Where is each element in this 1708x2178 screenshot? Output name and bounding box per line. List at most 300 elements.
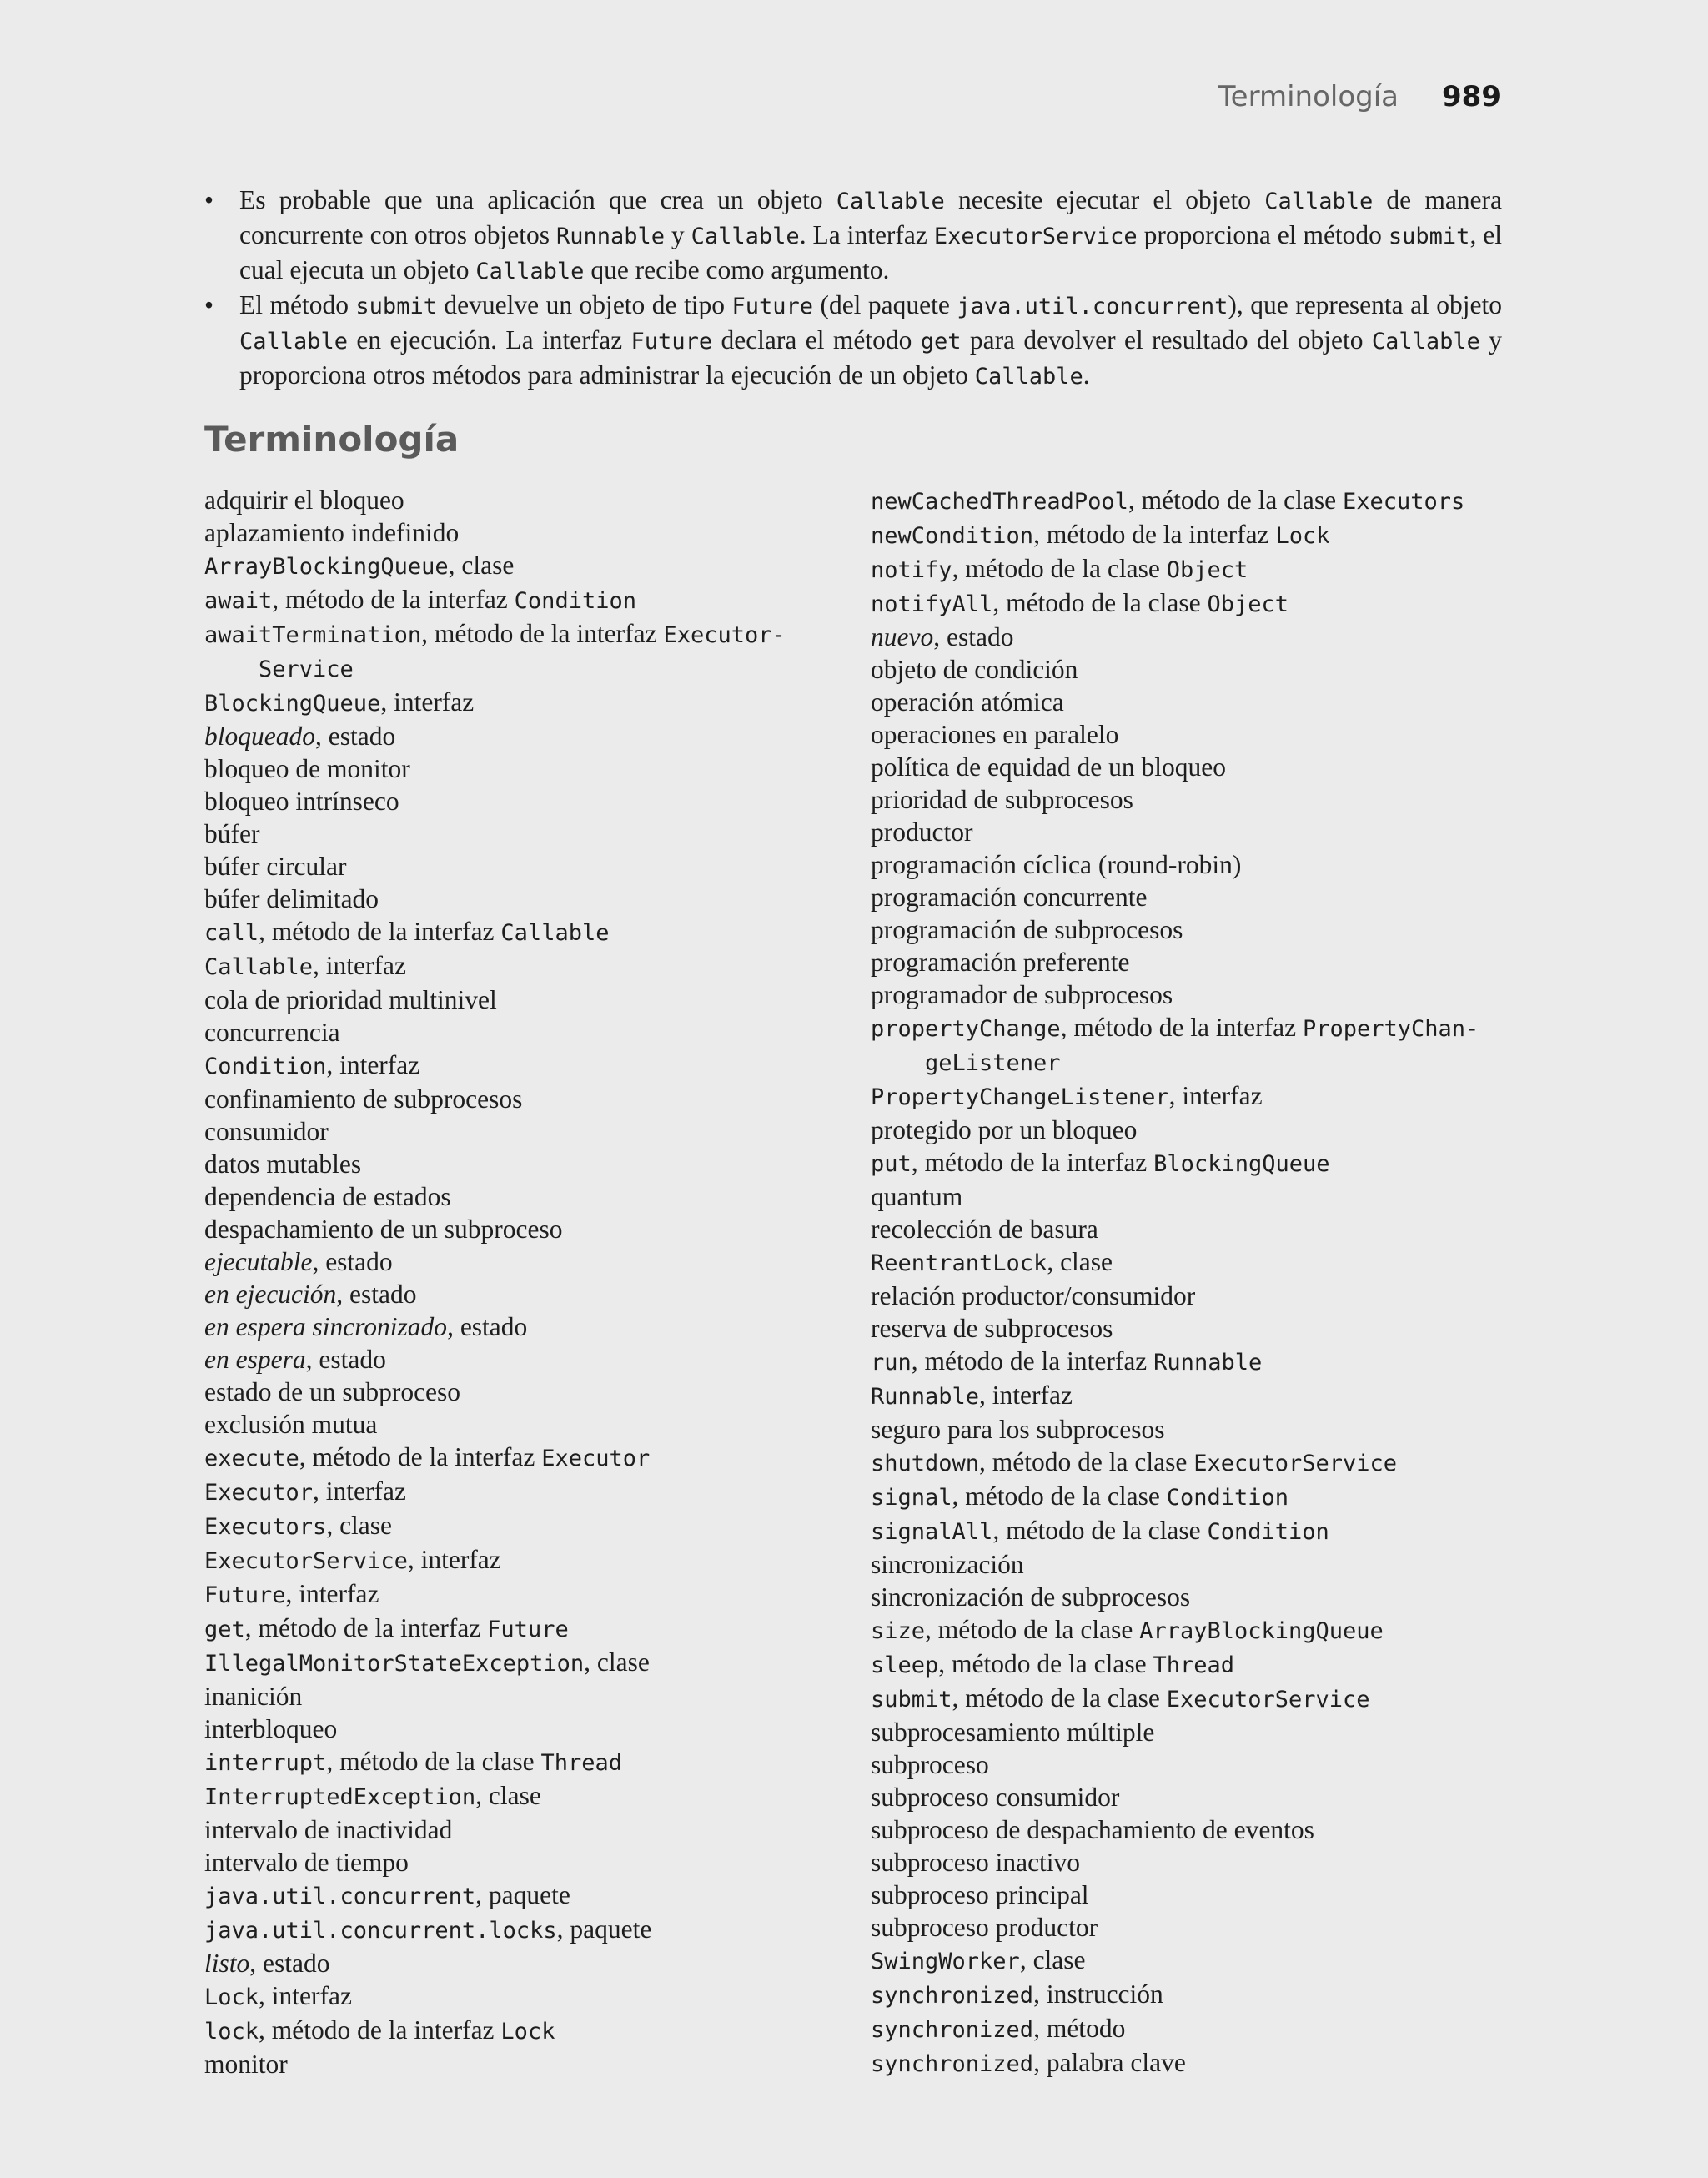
running-header [1218,80,1501,113]
term-description [979,1381,1073,1410]
text-run: necesite ejecutar el objeto [944,185,1265,214]
term-name: synchronized [871,2017,1034,2043]
code-token: ExecutorService [1166,1687,1370,1713]
term-entry [871,484,1538,518]
term-name: java.util.concurrent.locks [204,1918,557,1944]
term-entry [871,913,1538,946]
term-entry [871,1245,1538,1280]
term-entry [204,2014,872,2048]
term-entry [871,1846,1538,1879]
term-name: ArrayBlockingQueue [204,554,449,580]
term-name: exclusión mutua [204,1410,378,1439]
term-entry [204,1646,872,1680]
term-description [1033,520,1329,549]
text-run: declara el método [712,325,921,355]
term-entry [204,686,872,720]
term-name: intervalo de inactividad [204,1815,453,1844]
term-description [925,1615,1384,1644]
term-entry [204,752,872,785]
term-entry [204,1475,872,1509]
term-name: Future [204,1582,286,1608]
term-description [380,687,474,717]
term-description [336,1280,416,1309]
text-run: proporciona el método [1137,220,1389,249]
text-run: , clase [326,1511,393,1540]
term-name: búfer circular [204,852,347,881]
term-name: signal [871,1485,952,1511]
term-name: subproceso [871,1750,989,1779]
term-description [315,722,395,751]
term-name: programación concurrente [871,883,1148,912]
term-entry [871,1379,1538,1413]
term-entry [204,850,872,883]
term-name: en espera sincronizado [204,1312,448,1341]
term-description [557,1914,652,1944]
term-description [475,1880,570,1909]
text-run: , estado [314,722,396,751]
text-run: , método de la clase [1128,485,1344,515]
term-entry [871,1114,1538,1146]
term-entry [204,785,872,817]
term-name: intervalo de tiempo [204,1848,409,1877]
term-entry [204,1813,872,1846]
text-run: , método de la interfaz [259,917,501,946]
text-run: para devolver el resultado del objeto [961,325,1372,355]
text-run: , clase [448,551,515,580]
term-entry [871,1581,1538,1613]
section-title-terminology: Terminología [204,419,460,460]
term-name: submit [871,1687,952,1713]
term-name: subproceso inactivo [871,1848,1081,1877]
term-entry [204,484,872,516]
code-token: BlockingQueue [1153,1151,1330,1177]
term-description [286,1579,379,1608]
term-entry [204,583,872,617]
term-entry [204,1846,872,1879]
term-name: operación atómica [871,687,1064,717]
term-name: size [871,1618,926,1644]
term-entry [204,1680,872,1713]
code-token: ExecutorService [933,224,1138,249]
term-description [952,1683,1370,1713]
term-entry [871,1813,1538,1846]
text-run: . La interfaz [799,220,934,249]
term-entry [871,946,1538,978]
code-token: PropertyChan- [1302,1016,1479,1042]
term-entry [204,1148,872,1180]
text-run: , método de la clase [992,588,1208,617]
term-entry [871,1312,1538,1345]
term-entry [871,552,1538,586]
term-description [992,1516,1329,1545]
term-name: bloqueo intrínseco [204,787,399,816]
term-entry [871,1413,1538,1446]
term-entry [871,1682,1538,1716]
code-token: Callable [500,920,610,946]
code-token: Callable [691,224,800,249]
text-run: (del paquete [812,290,957,319]
term-entry [204,1543,872,1577]
term-name: reserva de subprocesos [871,1314,1113,1343]
summary-bullet-list [204,184,1502,394]
term-name: ExecutorService [204,1548,408,1574]
term-entry [204,1083,872,1115]
term-description [1047,1247,1113,1276]
text-run: , clase [1019,1945,1086,1974]
term-entry [871,1647,1538,1682]
term-entry [204,1245,872,1278]
term-name: PropertyChangeListener [871,1084,1169,1110]
term-entry [204,1049,872,1083]
term-name: BlockingQueue [204,691,381,717]
term-entry [871,1146,1538,1180]
term-name: sincronización de subprocesos [871,1582,1191,1612]
text-run: devuelve un objeto de tipo [436,290,732,319]
code-token: Callable [475,259,585,284]
term-description [1020,1945,1086,1974]
summary-bullet [204,289,1502,394]
term-entry [871,2046,1538,2080]
term-description [584,1647,650,1677]
term-name: en ejecución [204,1280,337,1309]
term-description [475,1781,541,1810]
term-entry [871,751,1538,783]
text-run: de manera concurrente con otros objetos [239,185,1502,249]
term-continuation [871,1045,1538,1079]
term-entry [871,1514,1538,1548]
code-token: Condition [1207,1519,1329,1545]
code-token: Object [1207,591,1289,617]
code-token: Condition [1166,1485,1289,1511]
term-entry [871,1079,1538,1114]
term-name: run [871,1350,912,1376]
term-entry [871,1781,1538,1813]
term-description [1128,485,1464,515]
term-name: interrupt [204,1750,327,1776]
term-description [952,1481,1289,1511]
term-name: newCondition [871,523,1034,549]
code-token: Callable [836,189,945,214]
term-entry [871,1879,1538,1911]
code-token: get [920,329,962,355]
term-entry [871,978,1538,1011]
term-name: subproceso consumidor [871,1783,1120,1812]
term-entry [204,1408,872,1441]
text-run: , estado [447,1312,528,1341]
term-name: programador de subprocesos [871,980,1173,1009]
text-run: , interfaz [407,1545,501,1574]
term-name: Runnable [871,1384,980,1410]
term-description [313,1476,406,1506]
term-description [1033,2048,1186,2077]
term-name: synchronized [871,2051,1034,2077]
term-name: Lock [204,1984,259,2010]
term-entry [204,1577,872,1612]
term-description [912,1346,1262,1376]
term-entry [871,586,1538,621]
term-entry [204,1913,872,1947]
code-token: Lock [1275,523,1330,549]
term-name: bloqueado [204,722,315,751]
text-run: , método de la clase [938,1649,1153,1678]
text-run: , método de la interfaz [259,2015,501,2045]
text-run: , paquete [475,1880,570,1909]
terminology-column-left [204,484,872,2080]
text-run: , interfaz [259,1981,352,2010]
text-run: . [1083,360,1090,390]
text-run: , método [1033,2014,1126,2043]
text-run: y [664,220,691,249]
term-entry [204,1879,872,1913]
text-run: , interfaz [380,687,475,717]
text-run: , método de la interfaz [299,1442,542,1471]
code-token: Lock [500,2019,555,2045]
term-name: confinamiento de subprocesos [204,1084,523,1114]
term-name: signalAll [871,1519,993,1545]
running-header-title: Terminología [1218,80,1399,113]
term-entry [204,1376,872,1408]
term-continuation [204,651,872,686]
term-name: aplazamiento indefinido [204,518,460,547]
term-entry [204,1947,872,1979]
term-name: programación preferente [871,948,1130,977]
term-name: operaciones en paralelo [871,720,1119,749]
term-description [1169,1081,1263,1110]
term-description [1033,2014,1125,2043]
term-entry [204,1213,872,1245]
term-entry [871,1180,1538,1213]
term-name: datos mutables [204,1149,362,1179]
code-token: ArrayBlockingQueue [1139,1618,1384,1644]
text-run: , método de la interfaz [421,619,664,648]
term-name: búfer delimitado [204,884,379,913]
term-name: notifyAll [871,591,993,617]
text-run: ), que representa al objeto [1228,290,1503,319]
term-entry [204,1779,872,1813]
term-name: monitor [204,2050,288,2079]
term-name: awaitTermination [204,622,422,648]
text-run: , interfaz [313,951,406,980]
term-description [938,1649,1234,1678]
term-entry [871,1213,1538,1245]
term-name: await [204,588,273,614]
term-name: búfer [204,819,260,848]
term-name: relación productor/consumidor [871,1281,1196,1310]
term-description [1061,1013,1479,1042]
term-name: ReentrantLock [871,1250,1047,1276]
text-run: , método de la interfaz [244,1613,488,1642]
term-name: subprocesamiento múltiple [871,1718,1155,1747]
text-run: , estado [933,622,1014,651]
text-run: , estado [305,1345,386,1374]
term-name: seguro para los subprocesos [871,1415,1165,1444]
term-description [912,1148,1330,1177]
code-token: Thread [540,1750,623,1776]
term-name: SwingWorker [871,1949,1020,1974]
term-entry [204,1612,872,1646]
code-token: Object [1166,557,1248,583]
term-name: java.util.concurrent [204,1884,476,1909]
term-entry [871,2012,1538,2046]
term-entry [204,516,872,549]
term-entry [204,1343,872,1376]
term-description [326,1050,419,1079]
summary-bullet [204,184,1502,289]
term-name: Executor [204,1480,314,1506]
term-entry [871,1280,1538,1312]
term-description [249,1949,329,1978]
text-run: , método de la clase [992,1516,1208,1545]
term-entry [871,1446,1538,1480]
term-name: IllegalMonitorStateException [204,1651,585,1677]
code-token: geListener [925,1050,1061,1076]
term-entry [204,1979,872,2014]
term-entry [871,1480,1538,1514]
term-description [449,551,515,580]
text-run: , clase [475,1781,541,1810]
terminology-column-right [871,484,1538,2080]
code-token: java.util.concurrent [957,294,1228,319]
code-token: submit [1388,224,1470,249]
text-run: , interfaz [1168,1081,1263,1110]
term-name: nuevo [871,622,934,651]
term-name: objeto de condición [871,655,1078,684]
term-entry [204,1713,872,1745]
term-name: newCachedThreadPool [871,489,1128,515]
text-run: Es probable que una aplicación que crea un objeto [239,185,836,214]
text-run: , método de la interfaz [1060,1013,1303,1042]
text-run: , palabra clave [1033,2048,1186,2077]
term-name: propertyChange [871,1016,1061,1042]
term-name: lock [204,2019,259,2045]
term-name: interbloqueo [204,1714,338,1743]
code-token: Runnable [1153,1350,1263,1376]
text-run: , método de la interfaz [272,585,515,614]
term-entry [871,653,1538,686]
term-entry [204,1016,872,1049]
term-entry [871,1716,1538,1748]
term-description [447,1312,527,1341]
term-entry [204,883,872,915]
term-entry [204,915,872,949]
term-name: cola de prioridad multinivel [204,985,497,1014]
code-token: Future [731,294,813,319]
term-entry [871,1911,1538,1944]
text-run: , paquete [556,1914,652,1944]
term-name: listo [204,1949,250,1978]
term-entry [204,817,872,850]
page-number: 989 [1442,80,1501,113]
code-token: Callable [239,329,349,355]
term-entry [204,1115,872,1148]
term-entry [871,1944,1538,1978]
term-entry [871,848,1538,881]
term-name: bloqueo de monitor [204,754,410,783]
code-token: Callable [1371,329,1480,355]
term-entry [204,549,872,583]
text-run: , interfaz [326,1050,420,1079]
term-entry [871,1613,1538,1647]
term-entry [204,949,872,983]
term-name: put [871,1151,912,1177]
text-run: , interfaz [285,1579,379,1608]
term-description [272,585,636,614]
term-entry [871,686,1538,718]
term-name: recolección de basura [871,1215,1098,1244]
term-description [313,951,406,980]
term-name: subproceso de despachamiento de eventos [871,1815,1314,1844]
term-name: prioridad de subprocesos [871,785,1133,814]
term-description [259,2015,555,2045]
text-run: , método de la clase [925,1615,1140,1644]
text-run: , método de la interfaz [911,1346,1154,1376]
term-name: despachamiento de un subproceso [204,1215,563,1244]
term-entry [871,518,1538,552]
term-description [933,622,1013,651]
term-description [259,1981,352,2010]
term-name: ejecutable [204,1247,313,1276]
text-run: , estado [312,1247,393,1276]
term-entry [871,621,1538,653]
term-name: Executors [204,1514,327,1540]
term-name: protegido por un bloqueo [871,1115,1138,1144]
code-token: Callable [1264,189,1374,214]
text-run: , clase [1047,1247,1113,1276]
term-name: Condition [204,1054,327,1079]
term-description [259,917,609,946]
term-description [299,1442,650,1471]
code-token: Executor [541,1446,651,1471]
term-name: programación de subprocesos [871,915,1183,944]
term-entry [871,1978,1538,2012]
term-description [312,1247,392,1276]
term-name: sleep [871,1652,939,1678]
term-entry [204,617,872,651]
term-description [992,588,1289,617]
term-name: quantum [871,1182,963,1211]
text-run: , método de la clase [979,1447,1194,1476]
term-name: productor [871,817,973,847]
term-name: get [204,1617,245,1642]
text-run: , método de la clase [952,1481,1167,1511]
term-name: Callable [204,954,314,980]
term-entry [871,783,1538,816]
term-name: notify [871,557,952,583]
code-token: submit [355,294,437,319]
term-name: adquirir el bloqueo [204,485,404,515]
term-entry [871,1345,1538,1379]
term-description [952,554,1248,583]
text-run: , interfaz [979,1381,1073,1410]
term-entry [204,983,872,1016]
term-description [408,1545,501,1574]
text-run: , estado [336,1280,417,1309]
term-name: concurrencia [204,1018,340,1047]
text-run: , método de la clase [952,554,1167,583]
term-description [421,619,786,648]
term-name: consumidor [204,1117,329,1146]
text-run: que recibe como argumento. [584,255,890,284]
term-entry [204,1509,872,1543]
code-token: Executors [1343,489,1465,515]
code-token: Executor- [663,622,786,648]
term-entry [204,1310,872,1343]
text-run: y proporciona otros métodos para administrar la ejecución de un objeto [239,325,1503,390]
term-name: shutdown [871,1451,980,1476]
term-description [1033,1979,1163,2009]
term-entry [204,1745,872,1779]
term-name: synchronized [871,1983,1034,2009]
